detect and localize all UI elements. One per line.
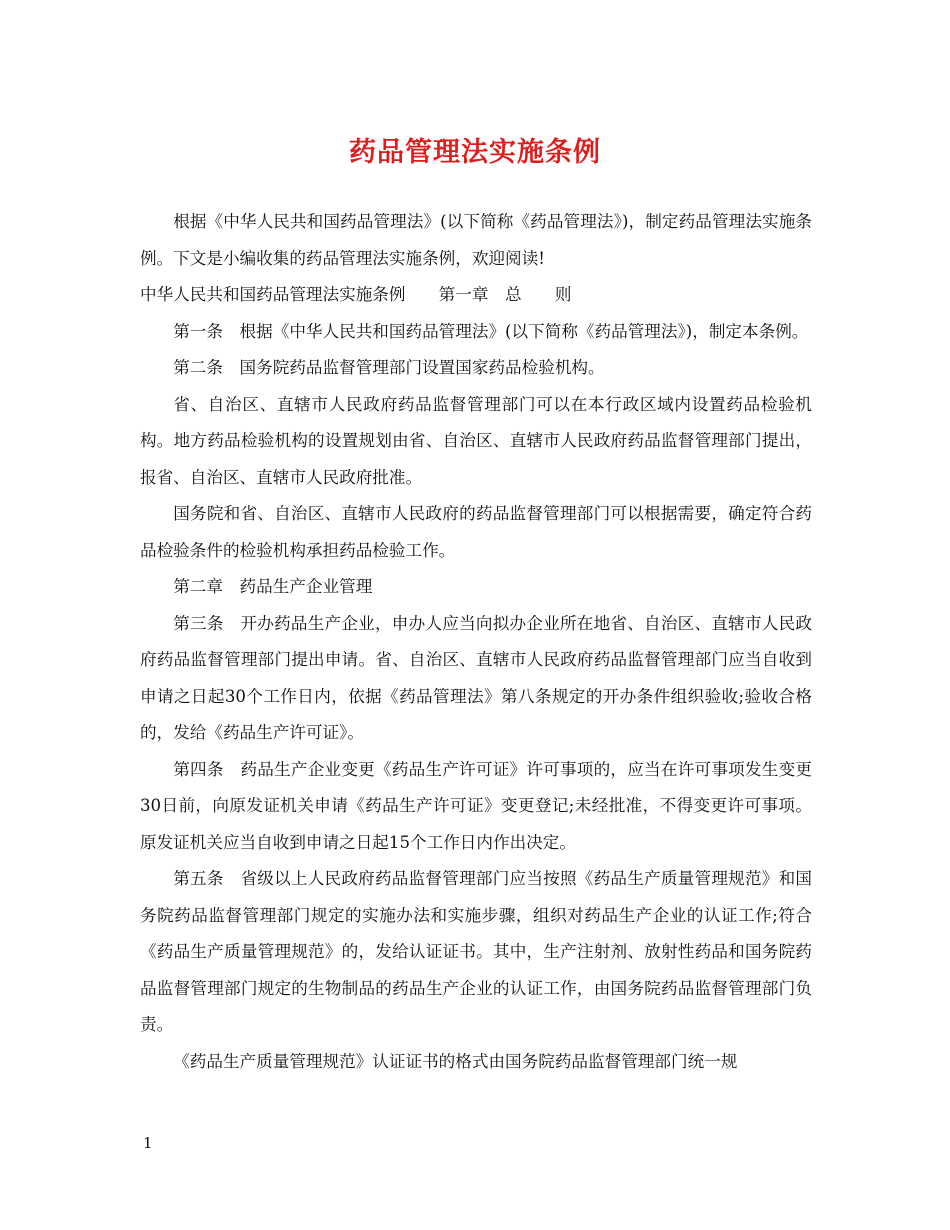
paragraph: 第一条 根据《中华人民共和国药品管理法》(以下简称《药品管理法》)，制定本条例。	[173, 321, 809, 341]
page-number: 1	[143, 1134, 153, 1152]
paragraph: 第四条 药品生产企业变更《药品生产许可证》许可事项的，应当在许可事项发生变更30日前，向原发证机关申请《药品生产许可证》变更登记;未经批准，不得变更许可事项。原发证机关应当自收到申请之日起15个工作日内作出决定。	[140, 759, 812, 852]
paragraph: 第三条 开办药品生产企业，申办人应当向拟办企业所在地省、自治区、直辖市人民政府药品监督管理部门提出申请。省、自治区、直辖市人民政府药品监督管理部门应当自收到申请之日起30个工作日内，依据《药品管理法》第八条规定的开办条件组织验收;验收合格的，发给《药品生产许可证》。	[140, 613, 812, 742]
paragraph: 第二条 国务院药品监督管理部门设置国家药品检验机构。	[173, 358, 605, 377]
document-body	[140, 204, 812, 1080]
document-title: 药品管理法实施条例	[349, 137, 601, 168]
paragraph: 第二章 药品生产企业管理	[173, 577, 373, 596]
paragraph: 第五条 省级以上人民政府药品监督管理部门应当按照《药品生产质量管理规范》和国务院药品监督管理部门规定的实施办法和实施步骤，组织对药品生产企业的认证工作;符合《药品生产质量管理规范》的，发给认证证书。其中，生产注射剂、放射性药品和国务院药品监督管理部门规定的生物制品的药品生产企业的认证工作，由国务院药品监督管理部门负责。	[140, 869, 812, 1034]
paragraph: 国务院和省、自治区、直辖市人民政府的药品监督管理部门可以根据需要，确定符合药品检验条件的检验机构承担药品检验工作。	[140, 504, 812, 560]
paragraph: 《药品生产质量管理规范》认证证书的格式由国务院药品监督管理部门统一规	[173, 1051, 738, 1071]
paragraph: 省、自治区、直辖市人民政府药品监督管理部门可以在本行政区域内设置药品检验机构。地方药品检验机构的设置规划由省、自治区、直辖市人民政府药品监督管理部门提出，报省、自治区、直辖市人民政府批准。	[140, 394, 812, 487]
paragraph: 中华人民共和国药品管理法实施条例 第一章 总 则	[140, 285, 572, 304]
paragraph: 根据《中华人民共和国药品管理法》(以下简称《药品管理法》)，制定药品管理法实施条例。下文是小编收集的药品管理法实施条例，欢迎阅读!	[140, 212, 812, 268]
